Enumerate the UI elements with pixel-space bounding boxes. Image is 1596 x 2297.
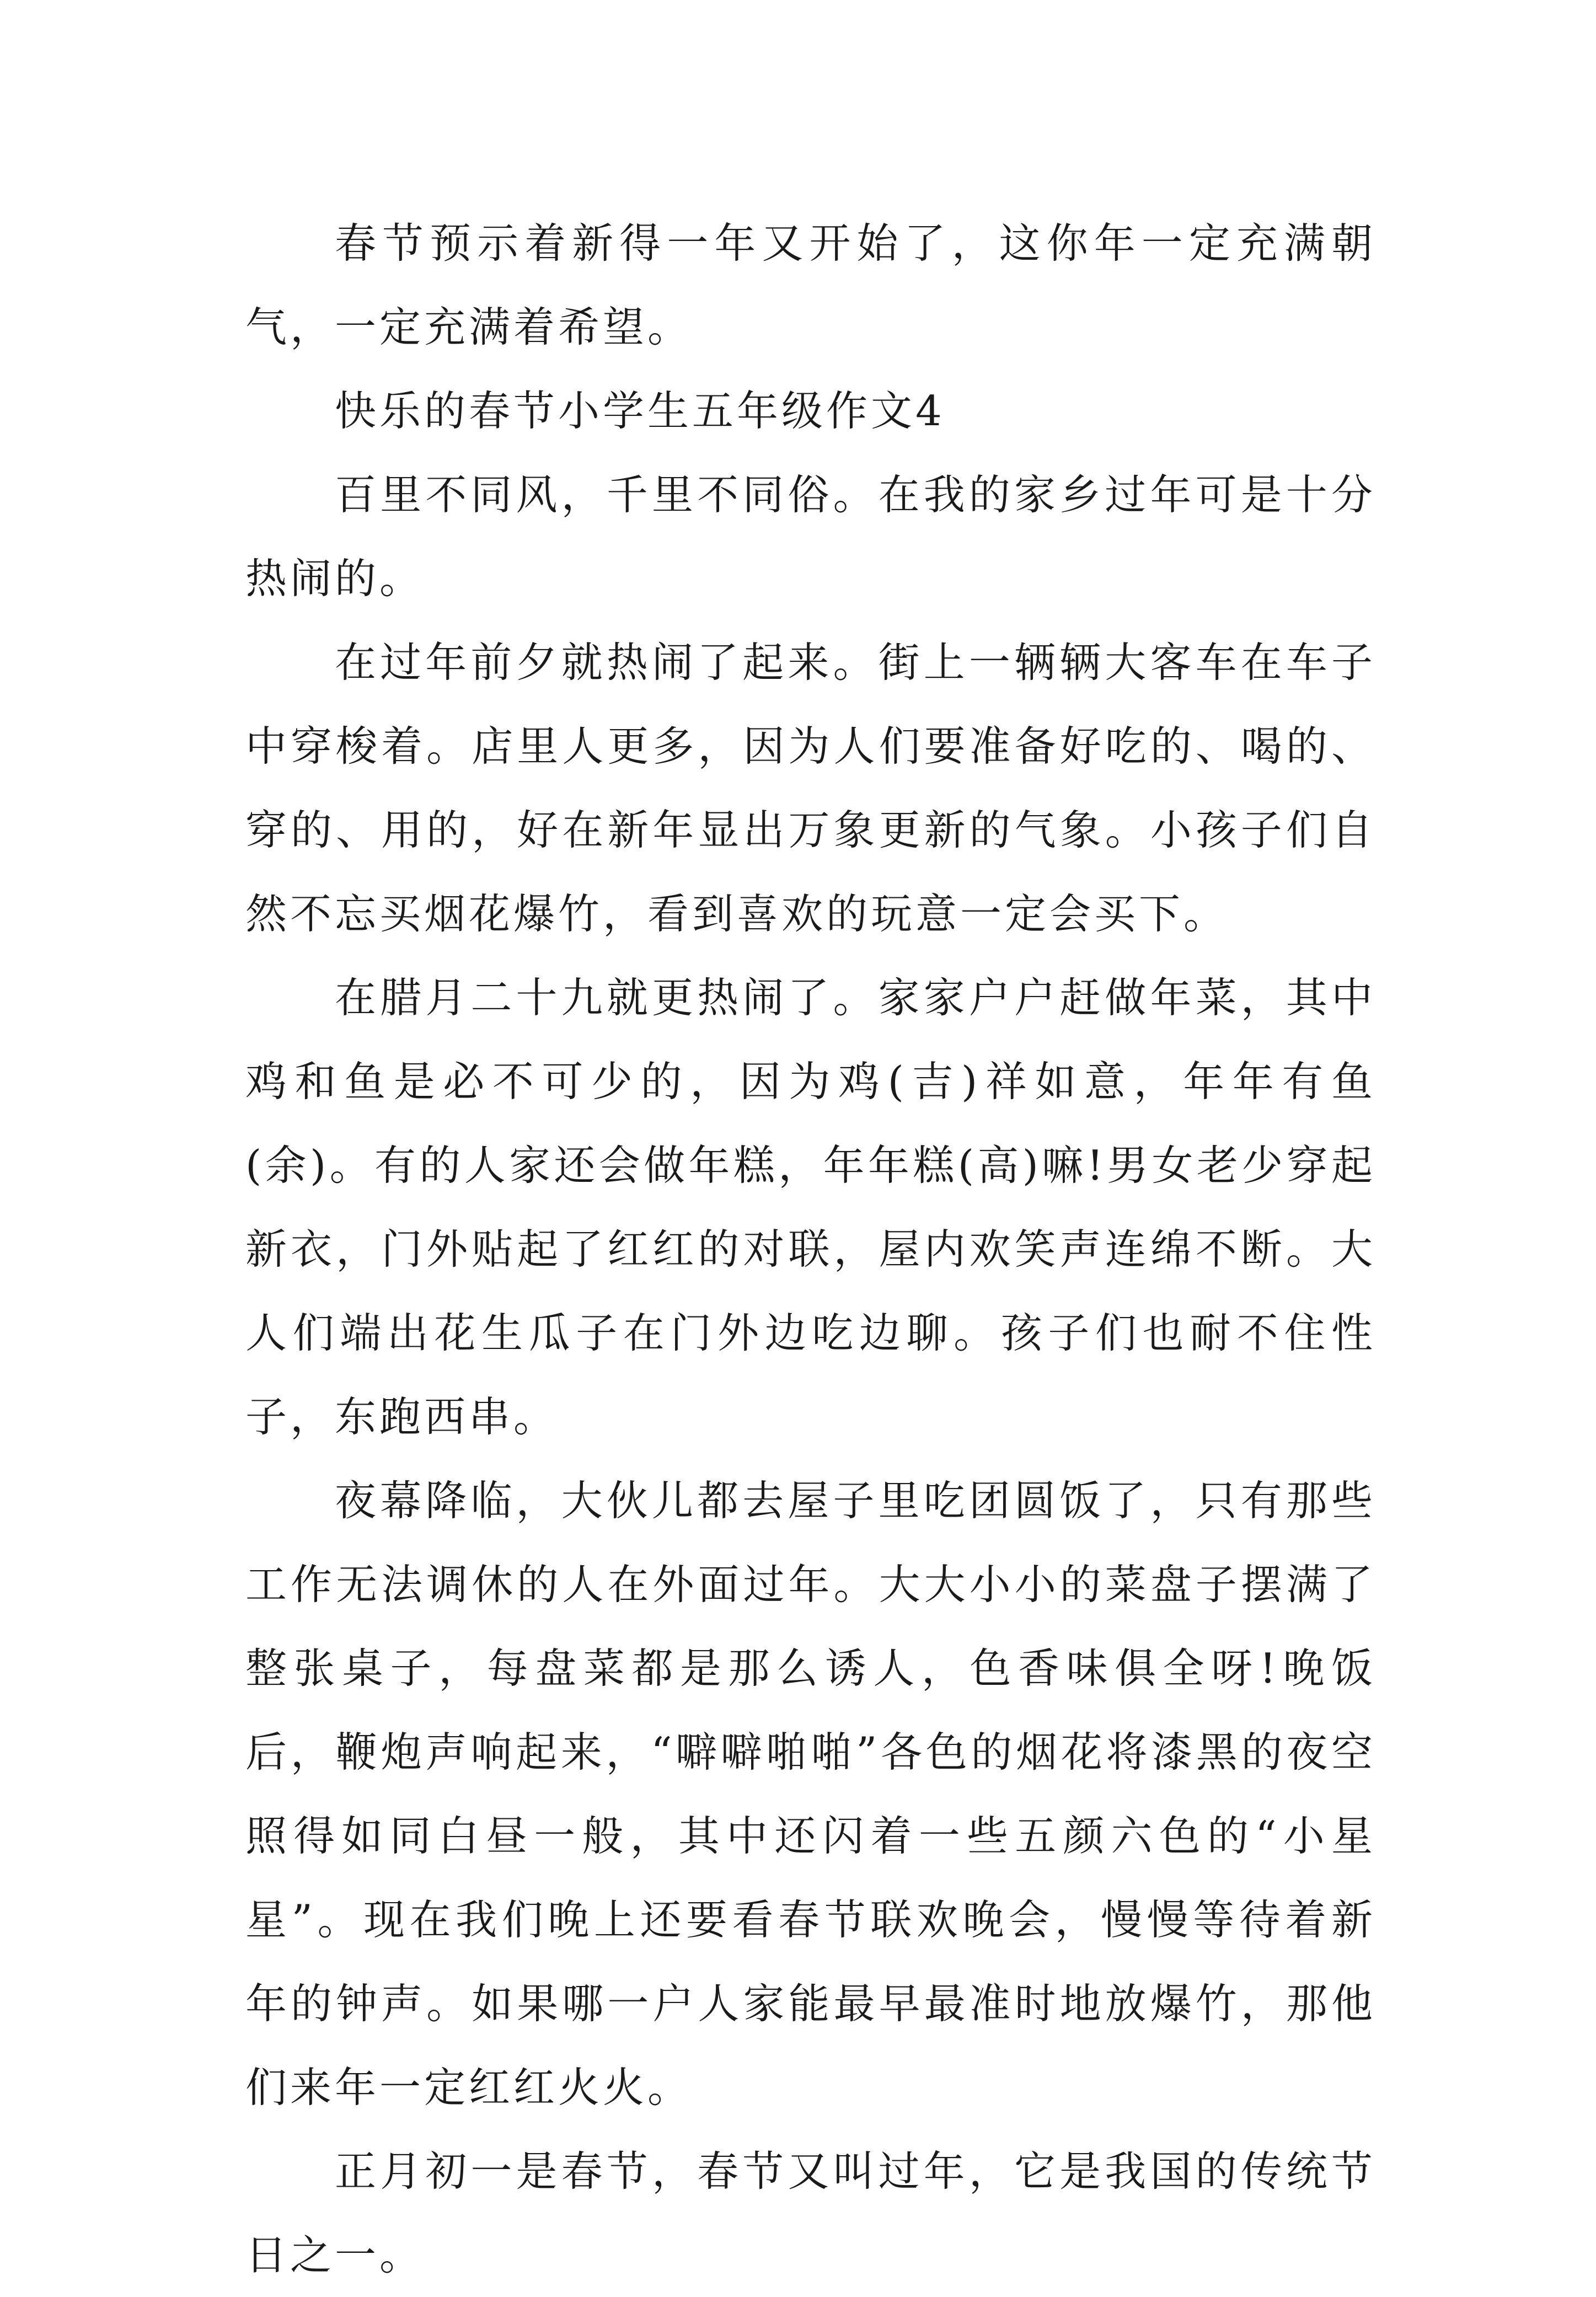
paragraph-new-year-eve: 在过年前夕就热闹了起来。街上一辆辆大客车在车子中穿梭着。店里人更多，因为人们要准备好吃的、喝的、穿的、用的，好在新年显出万象更新的气象。小孩子们自然不忘买烟花爆竹，看到喜欢的玩意一定会买下。 xyxy=(245,638,1376,938)
paragraph-first-day: 正月初一是春节，春节又叫过年，它是我国的传统节日之一。 xyxy=(245,2147,1376,2279)
essay-title: 快乐的春节小学生五年级作文4 xyxy=(335,387,945,435)
paragraph-spring-festival-hope: 春节预示着新得一年又开始了，这你年一定充满朝气，一定充满着希望。 xyxy=(245,219,1376,351)
document-body xyxy=(245,201,1376,2297)
paragraph-twenty-ninth: 在腊月二十九就更热闹了。家家户户赶做年菜，其中鸡和鱼是必不可少的，因为鸡(吉)祥如意，年年有鱼(余)。有的人家还会做年糕，年年糕(高)嘛!男女老少穿起新衣，门外贴起了红红的对联，屋内欢笑声连绵不断。大人们端出花生瓜子在门外边吃边聊。孩子们也耐不住性子，东跑西串。 xyxy=(245,973,1376,1441)
paragraph-night-fall: 夜幕降临，大伙儿都去屋子里吃团圆饭了，只有那些工作无法调休的人在外面过年。大大小小的菜盘子摆满了整张桌子，每盘菜都是那么诱人，色香味俱全呀!晚饭后，鞭炮声响起来，“噼噼啪啪”各色的烟花将漆黑的夜空照得如同白昼一般，其中还闪着一些五颜六色的“小星星”。现在我们晚上还要看春节联欢晚会，慢慢等待着新年的钟声。如果哪一户人家能最早最准时地放爆竹，那他们来年一定红红火火。 xyxy=(245,1476,1376,2112)
paragraph-customs: 百里不同风，千里不同俗。在我的家乡过年可是十分热闹的。 xyxy=(245,470,1376,603)
